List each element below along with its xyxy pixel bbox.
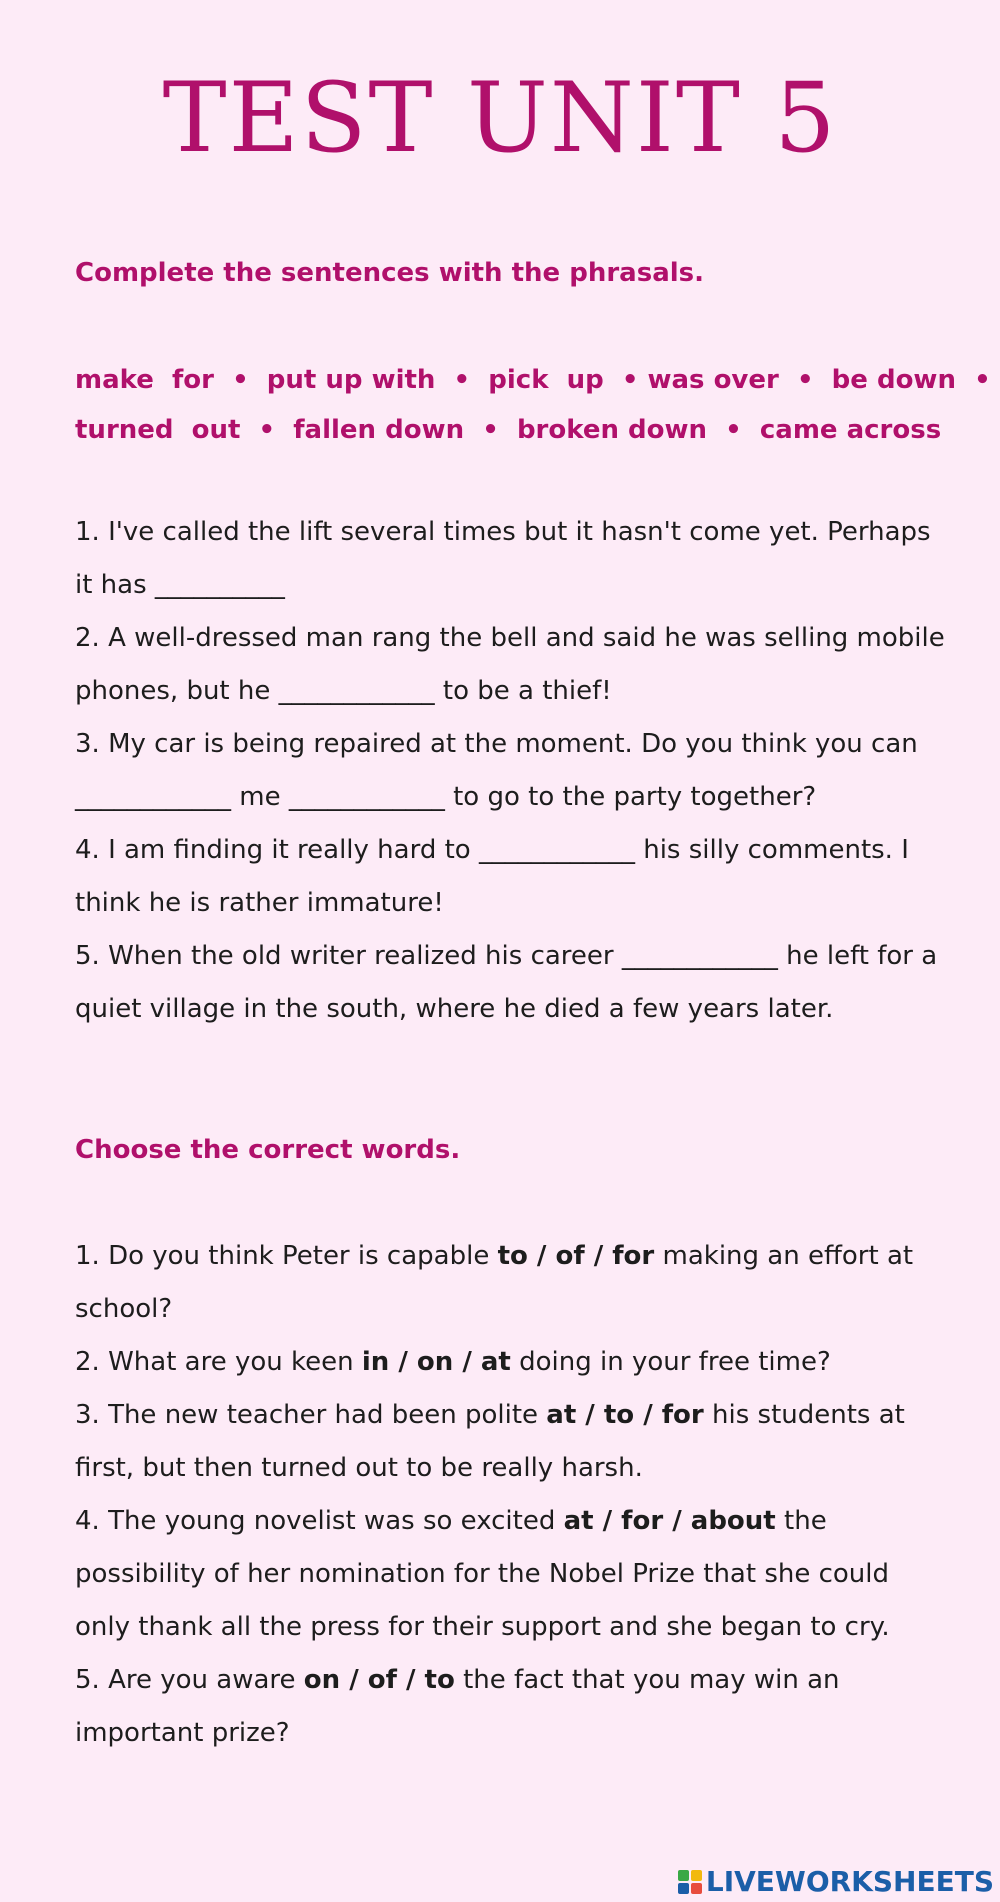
page-title: TEST UNIT 5 <box>162 62 838 174</box>
section2-item-3: 3. The new teacher had been polite at / to / for his students at first, but then turned out to be really harsh. <box>75 1400 905 1483</box>
word-bank-line-2: turned out • fallen down • broken down • came across <box>75 415 942 445</box>
section1-item-3: 3. My car is being repaired at the moment. Do you think you can ____________ me ____________ to go to the party together? <box>75 729 918 812</box>
section2-item-5: 5. Are you aware on / of / to the fact that you may win an important prize? <box>75 1665 840 1748</box>
choice-options: to / of / for <box>497 1241 655 1271</box>
choice-options: on / of / to <box>303 1665 455 1695</box>
section2-heading: Choose the correct words. <box>75 1135 461 1165</box>
choice-options: at / for / about <box>563 1506 776 1536</box>
section1-item-4: 4. I am finding it really hard to ____________ his silly comments. I think he is rather immature! <box>75 835 909 918</box>
section1-sentences <box>75 506 945 1036</box>
section1-item-1: 1. I've called the lift several times but it hasn't come yet. Perhaps it has __________ <box>75 517 931 600</box>
section2-item-2: 2. What are you keen in / on / at doing in your free time? <box>75 1347 831 1377</box>
choice-options: in / on / at <box>361 1347 511 1377</box>
section1-item-2: 2. A well-dressed man rang the bell and said he was selling mobile phones, but he ____________ to be a thief! <box>75 623 945 706</box>
section2-item-4: 4. The young novelist was so excited at / for / about the possibility of her nomination for the Nobel Prize that she could only thank all the press for their support and she began to cry. <box>75 1506 890 1642</box>
section2-sentences <box>75 1230 945 1760</box>
word-bank-line-1: make for • put up with • pick up • was over • be down • <box>75 365 991 395</box>
brand-name: LIVEWORKSHEETS <box>705 1865 994 1898</box>
liveworksheets-logo-icon <box>678 1870 702 1894</box>
liveworksheets-branding <box>678 1865 994 1898</box>
section1-heading: Complete the sentences with the phrasals. <box>75 258 705 288</box>
word-bank <box>75 355 991 455</box>
choice-options: at / to / for <box>546 1400 704 1430</box>
section2-item-1: 1. Do you think Peter is capable to / of / for making an effort at school? <box>75 1241 914 1324</box>
section1-item-5: 5. When the old writer realized his career ____________ he left for a quiet village in the south, where he died a few years later. <box>75 941 938 1024</box>
